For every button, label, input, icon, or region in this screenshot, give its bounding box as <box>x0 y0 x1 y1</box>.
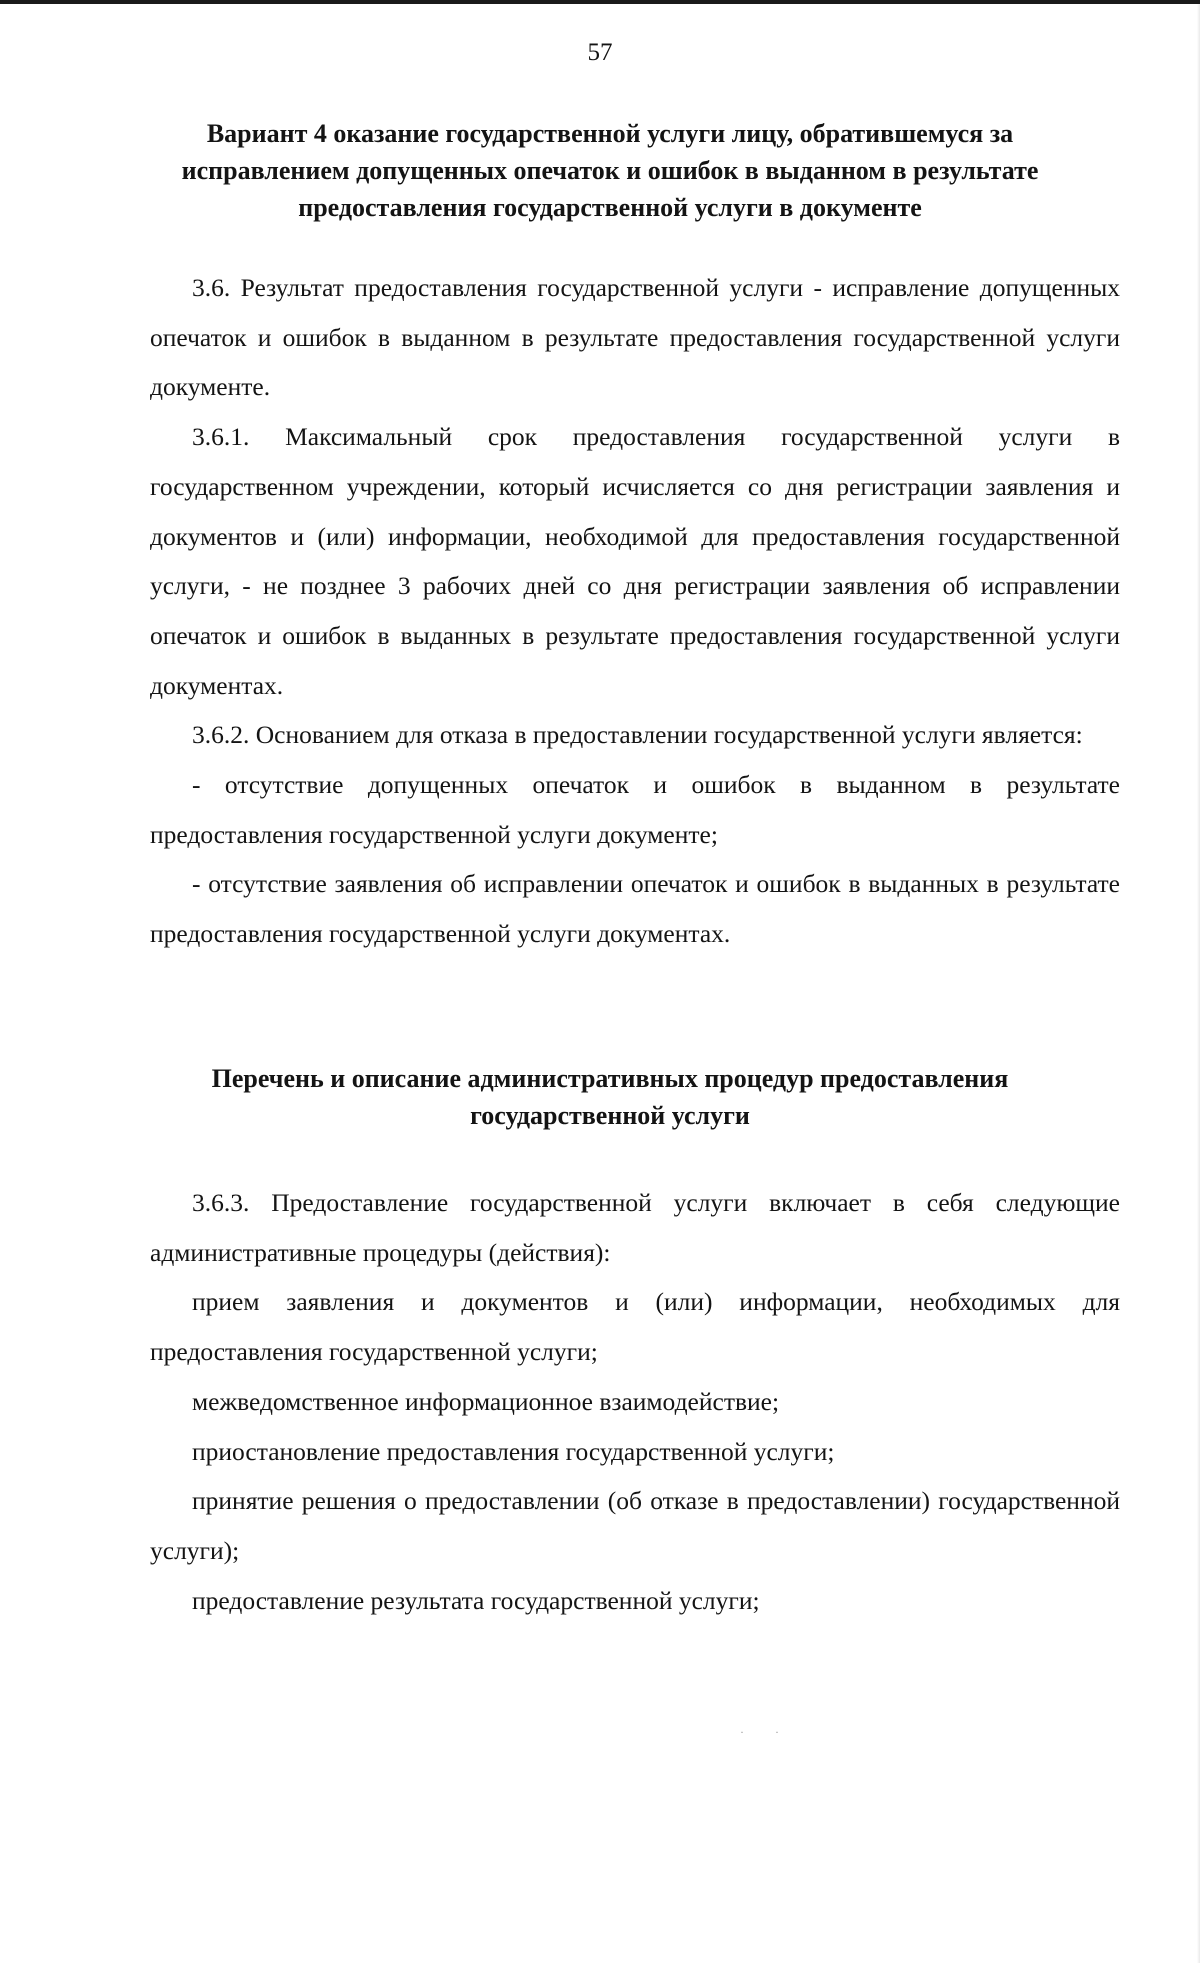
procedure-item: прием заявления и документов и (или) информации, необходимых для предоставления государственной услуги; <box>150 1287 1120 1367</box>
procedure-item: приостановление предоставления государственной услуги; <box>192 1436 835 1466</box>
procedure-item: межведомственное информационное взаимодействие; <box>192 1386 780 1416</box>
section-body <box>150 263 1120 959</box>
procedure-item: принятие решения о предоставлении (об отказе в предоставлении) государственной услуги); <box>150 1486 1120 1565</box>
page-number: 57 <box>587 39 613 66</box>
procedures-body <box>150 1178 1120 1625</box>
refusal-ground-item: - отсутствие допущенных опечаток и ошибок в выданном в результате предоставления государственной услуги документе; <box>150 770 1120 849</box>
paragraph-3-6: 3.6. Результат предоставления государственной услуги - исправление допущенных опечаток и ошибок в выданном в результате предоставления государственной услуги документе. <box>150 273 1120 402</box>
refusal-ground-item: - отсутствие заявления об исправлении опечаток и ошибок в выданных в результате предоставления государственной услуги документах. <box>150 869 1120 949</box>
procedure-item: предоставление результата государственной услуги; <box>192 1585 760 1615</box>
page-top-border <box>0 0 1200 4</box>
scan-specks: · · <box>740 1725 793 1739</box>
procedures-heading: Перечень и описание административных процедур предоставления государственной услуги <box>211 1064 1009 1130</box>
section-heading: Вариант 4 оказание государственной услуги лицу, обратившемуся за исправлением допущенных опечаток и ошибок в выданном в результате предоставления государственной услуги в документе <box>181 119 1039 222</box>
paragraph-3-6-1: 3.6.1. Максимальный срок предоставления государственной услуги в государственном учреждении, который исчисляется со дня регистрации заявления и документов и (или) информации, необходимой для предоставления государственной услуги, - не позднее 3 рабочих дней со дня регистрации заявления об исправлении опечаток и ошибок в выданных в результате предоставления государственной услуги документах. <box>150 422 1120 700</box>
paragraph-3-6-3: 3.6.3. Предоставление государственной услуги включает в себя следующие административные процедуры (действия): <box>150 1188 1120 1267</box>
paragraph-3-6-2: 3.6.2. Основанием для отказа в предоставлении государственной услуги является: <box>192 720 1083 750</box>
